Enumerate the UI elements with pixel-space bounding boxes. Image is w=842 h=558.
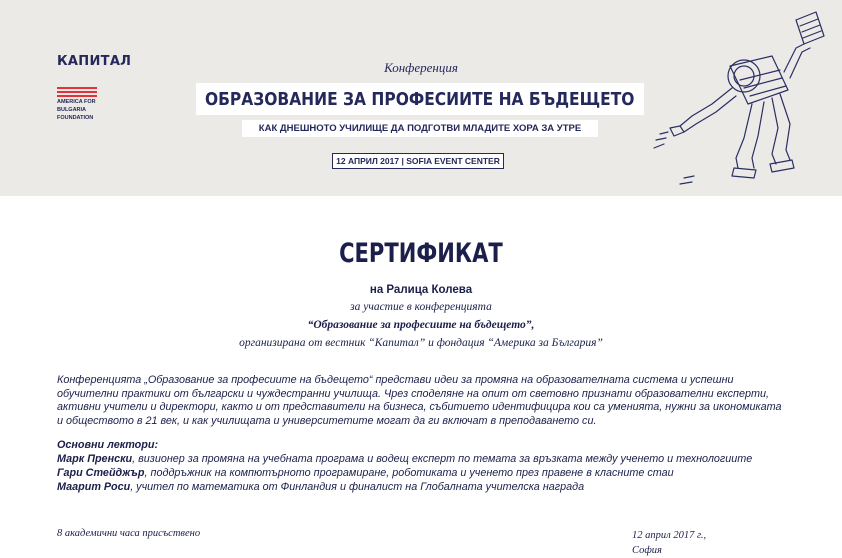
date-place: [632, 528, 706, 558]
certificate-title-text: СЕРТИФИКАТ: [339, 238, 503, 269]
partner-line-1: AMERICA FOR: [57, 99, 96, 105]
participation-line: за участие в конференцията: [350, 301, 492, 313]
lecturer-name: Маарит Роси: [57, 481, 131, 493]
conference-name-line: “Образование за професиите на бъдещето”,: [307, 319, 535, 331]
certificate-title: [0, 238, 842, 269]
partner-line-2: BULGARIA: [57, 107, 87, 113]
conference-title: ОБРАЗОВАНИЕ ЗА ПРОФЕСИИТЕ НА БЪДЕЩЕТО: [205, 88, 635, 110]
date-venue: 12 АПРИЛ 2017 | SOFIA EVENT CENTER: [336, 156, 500, 166]
kapital-logo: КАПИТАЛ: [57, 54, 132, 69]
conference-title-box: [196, 83, 644, 115]
lecturer-item: [57, 480, 797, 494]
conference-subtitle-box: [242, 120, 598, 137]
conference-description: Конференцията „Образование за професиите на бъдещето“ представи идеи за промяна на образователната система и успешни обучителни практики от български и чуждестранни училища. Чрез споделяне на опит от световно признати образователни експерти, активни учители и директори, както и от представители на бизнеса, събитието идентифицира кои са уменията, нужни за икономиката и обществото в 21 век, и как училищата и университетите могат да ги включат в преподаването си.: [57, 374, 782, 427]
america-for-bulgaria-logo: [57, 87, 97, 122]
partner-line-3: FOUNDATION: [57, 115, 94, 121]
conference-subtitle: КАК ДНЕШНОТО УЧИЛИЩЕ ДА ПОДГОТВИ МЛАДИТЕ ХОРА ЗА УТРЕ: [258, 123, 582, 134]
lecturer-name: Гари Стейджър: [57, 467, 145, 479]
certificate-date: 12 април 2017 г.,: [632, 530, 707, 541]
lecturer-item: [57, 452, 797, 466]
lecturer-desc: , визионер за промяна на учебната програма и водещ експерт по темата за връзката между ученето и технологиите: [132, 453, 753, 465]
lecturers-heading: Основни лектори:: [57, 439, 159, 451]
certificate-city: София: [632, 545, 662, 556]
lecturer-item: [57, 466, 797, 480]
date-venue-box: [332, 153, 504, 169]
lecturer-desc: , поддръжник на компютърното програмиране, роботиката и ученето през правене в класните стаи: [144, 467, 674, 479]
lecturer-desc: , учител по математика от Финландия и финалист на Глобалната учителска награда: [130, 481, 585, 493]
lecturers-section: [57, 438, 797, 494]
flag-stripes-icon: [57, 87, 97, 97]
recipient-name: на Ралица Колева: [369, 284, 473, 296]
academic-hours: 8 академични часа присъствено: [57, 528, 201, 539]
astronaut-illustration-icon: [640, 8, 840, 193]
conference-label: Конференция: [384, 60, 458, 75]
organizer-line: организирана от вестник “Капитал” и фондация “Америка за България”: [239, 337, 603, 349]
lecturer-name: Марк Пренски: [57, 453, 133, 465]
header-banner: [0, 0, 842, 196]
